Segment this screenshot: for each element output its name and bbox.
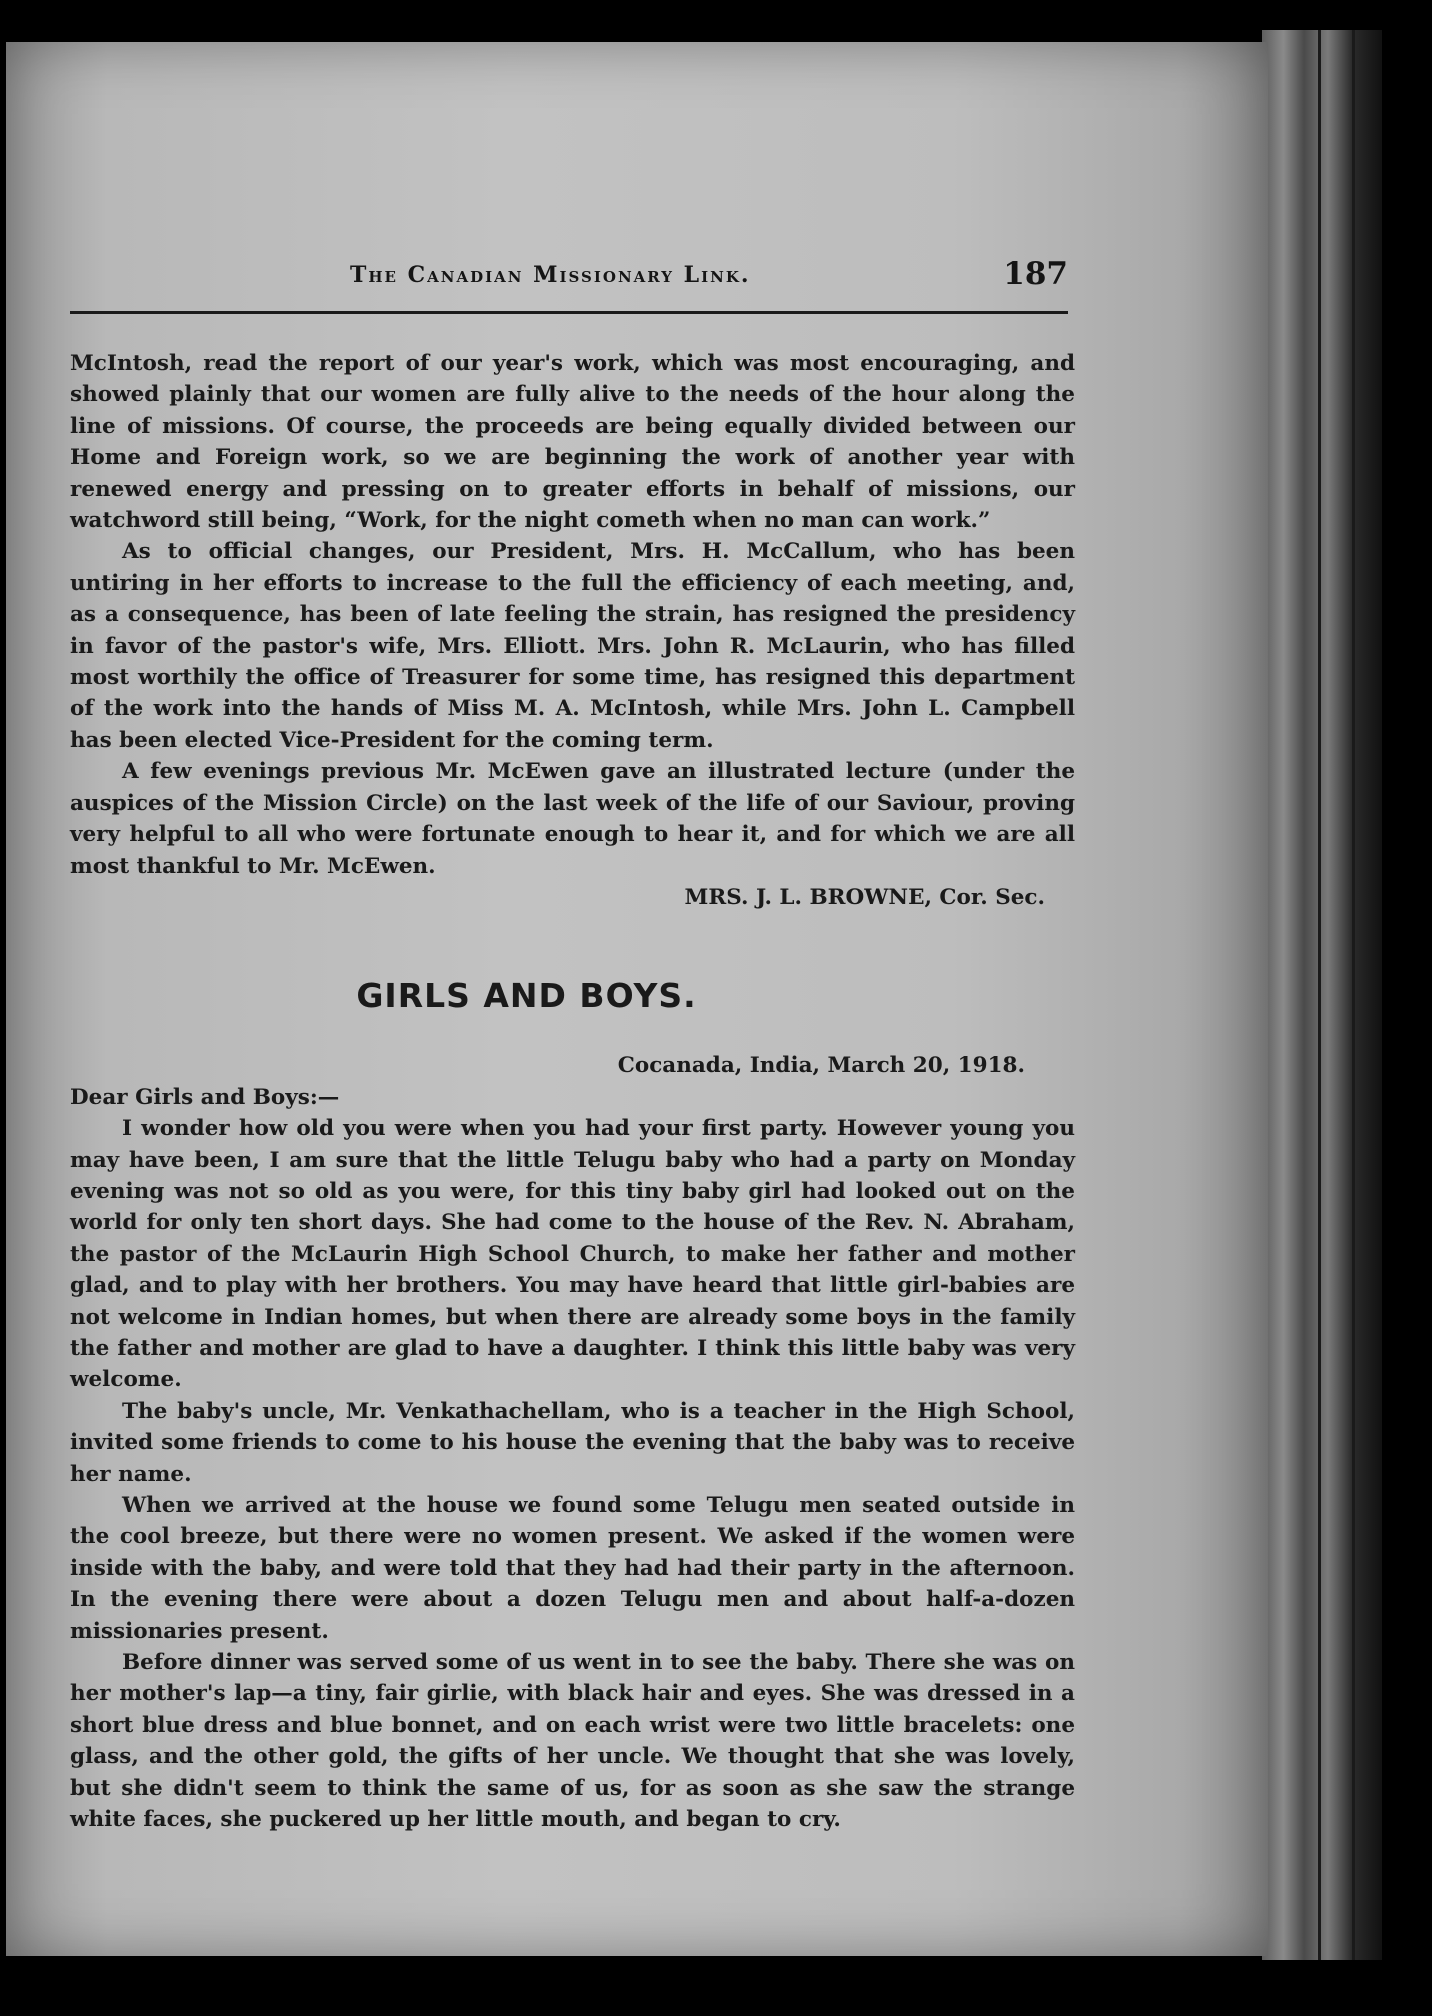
header-rule [70,311,1068,314]
letter-paragraph: The baby's uncle, Mr. Venkathachellam, who is a teacher in the High School, invited some friends to come to his house the evening that the baby was to receive her name. [70,1398,1075,1487]
page-number: 187 [1003,256,1068,292]
letter-paragraph: When we arrived at the house we found some Telugu men seated outside in the cool breeze, but there were no women present. We asked if the women were inside with the baby, and were told that they had had their party in the afternoon. In the evening there were about a dozen Telugu men and about half-a-dozen missionaries present. [70,1493,1075,1644]
section-heading: GIRLS AND BOYS. [356,976,697,1016]
letter-salutation: Dear Girls and Boys:— [70,1084,340,1110]
page-edge-line [1318,30,1321,1960]
body-paragraph: As to official changes, our President, Mrs. H. McCallum, who has been untiring in her efforts to increase to the full the efficiency of each meeting, and, as a consequence, has been of late feeling the strain, has resigned the presidency in favor of the pastor's wife, Mrs. Elliott. Mrs. John R. McLaurin, who has filled most worthily the office of Treasurer for some time, has resigned this department of the work into the hands of Miss M. A. McIntosh, while Mrs. John L. Campbell has been elected Vice-President for the coming term. [70,539,1075,753]
letter-dateline: Cocanada, India, March 20, 1918. [617,1053,1025,1079]
body-paragraph: A few evenings previous Mr. McEwen gave an illustrated lecture (under the auspices of the Mission Circle) on the last week of the life of our Saviour, proving very helpful to all who were fortunate enough to hear it, and for which we are all most thankful to Mr. McEwen. [70,759,1075,879]
book-binding-edge [1262,30,1382,1960]
running-title: The Canadian Missionary Link. [350,262,751,288]
body-paragraph: McIntosh, read the report of our year's work, which was most encouraging, and showed plainly that our women are fully alive to the needs of the hour along the line of missions. Of course, the proceeds are being equally divided between our Home and Foreign work, so we are beginning the work of another year with renewed energy and pressing on to greater efforts in behalf of missions, our watchword still being, “Work, for the night cometh when no man can work.” [70,351,1075,534]
page-body [70,348,1075,1835]
letter-paragraph: I wonder how old you were when you had your first party. However young you may have been, I am sure that the little Telugu baby who had a party on Monday evening was not so old as you were, for this tiny baby girl had looked out on the world for only ten short days. She had come to the house of the Rev. N. Abraham, the pastor of the McLaurin High School Church, to make her father and mother glad, and to play with her brothers. You may have heard that little girl-babies are not welcome in Indian homes, but when there are already some boys in the family the father and mother are glad to have a daughter. I think this little baby was very welcome. [70,1116,1075,1393]
letter-paragraph: Before dinner was served some of us went in to see the baby. There she was on her mother's lap—a tiny, fair girlie, with black hair and eyes. She was dressed in a short blue dress and blue bonnet, and on each wrist were two little bracelets: one glass, and the other gold, the gifts of her uncle. We thought that she was lovely, but she didn't seem to think the same of us, for as soon as she saw the strange white faces, she puckered up her little mouth, and began to cry. [70,1650,1075,1833]
running-header [70,256,1068,306]
page-edge-line [1352,30,1355,1960]
signature-line: MRS. J. L. BROWNE, Cor. Sec. [684,884,1045,910]
